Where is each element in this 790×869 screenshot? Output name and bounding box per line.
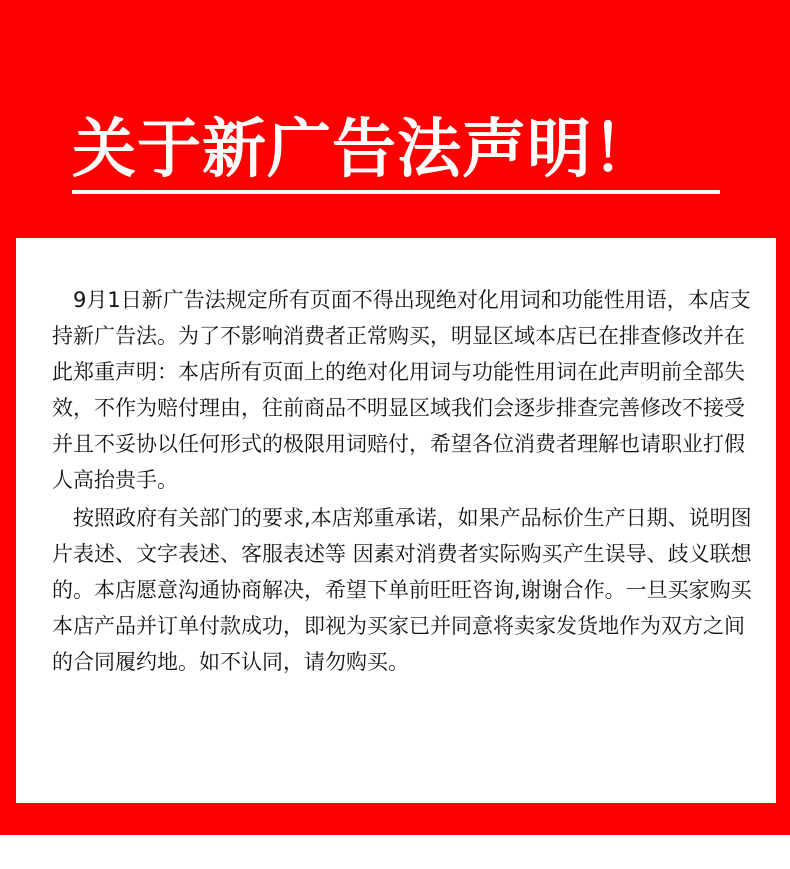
notice-paragraph-2: 按照政府有关部门的要求,本店郑重承诺，如果产品标价生产日期、说明图片表述、文字表述、客服表述等 因素对消费者实际购买产生误导、歧义联想的。本店愿意沟通协商解决，希望下单前旺旺咨询,谢谢合作。一旦买家购买本店产品并订单付款成功，即视为买家已并同意将卖家发货地作为双方之间的合同履约地。如不认同，请勿购买。 — [52, 506, 752, 674]
notice-card — [16, 238, 776, 803]
title-underline — [72, 190, 720, 194]
notice-paragraph-1: 9月1日新广告法规定所有页面不得出现绝对化用词和功能性用语，本店支持新广告法。为了不影响消费者正常购买，明显区域本店已在排查修改并在此郑重声明：本店所有页面上的绝对化用词与功能性用词在此声明前全部失效，不作为赔付理由，往前商品不明显区域我们会逐步排查完善修改不接受并且不妥协以任何形式的极限用词赔付，希望各位消费者理解也请职业打假人高抬贵手。 — [52, 288, 751, 492]
notice-title: 关于新广告法声明！ — [72, 113, 657, 187]
